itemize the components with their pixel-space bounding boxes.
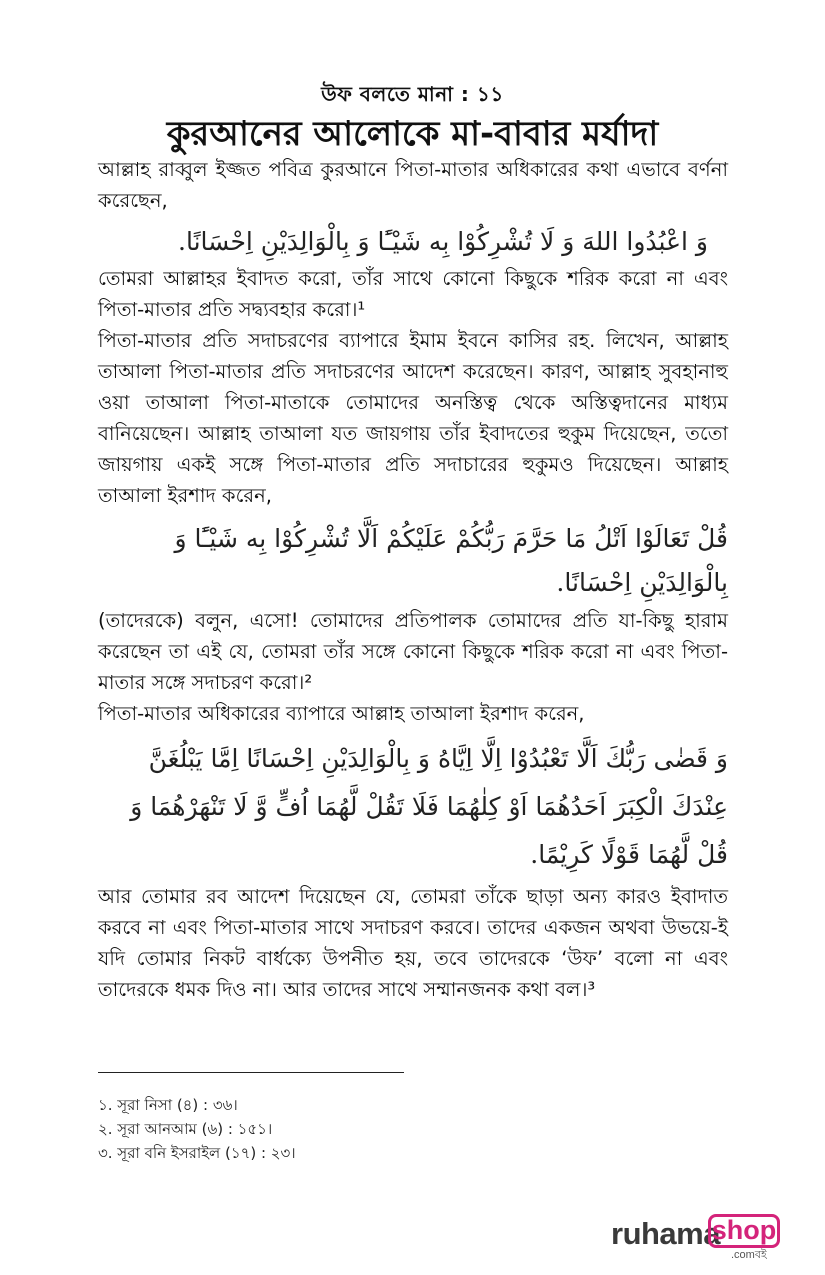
- footnote-2: ২. সূরা আনআম (৬) : ১৫১।: [98, 1120, 273, 1138]
- paragraph-ibn-kathir: পিতা-মাতার প্রতি সদাচরণের ব্যাপারে ইমাম ইবনে কাসির রহ. লিখেন, আল্লাহ তাআলা পিতা-মাতার প্রতি সদাচরণের আদেশ করেছেন। কারণ, আল্লাহ সুবহানাহু ওয়া তাআলা পিতা-মাতাকে তোমাদের অনস্তিত্ব থেকে অস্তিত্বদানের মাধ্যম বানিয়েছেন। আল্লাহ তাআলা যত জায়গায় তাঁর ইবাদতের হুকুম দিয়েছেন, ততো জায়গায় একই সঙ্গে পিতা-মাতার প্রতি সদাচারের হুকুমও দিয়েছেন। আল্লাহ তাআলা ইরশাদ করেন,: [98, 329, 728, 507]
- paragraph-translation-2: (তাদেরকে) বলুন, এসো! তোমাদের প্রতিপালক তোমাদের প্রতি যা-কিছু হারাম করেছেন তা এই যে, তোমরা তাঁর সঙ্গে কোনো কিছুকে শরিক করো না এবং পিতা-মাতার সঙ্গে সদাচরণ করো।²: [98, 609, 728, 694]
- logo-ruhama-text: ruhama: [611, 1216, 720, 1251]
- footnote-divider: [98, 1072, 404, 1073]
- paragraph-translation-3: আর তোমার রব আদেশ দিয়েছেন যে, তোমরা তাঁকে ছাড়া অন্য কারও ইবাদাত করবে না এবং পিতা-মাতার সাথে সদাচরণ করবে। তাদের একজন অথবা উভয়ে-ই যদি তোমার নিকট বার্ধক্যে উপনীত হয়, তবে তাদেরকে ‘উফ’ বলো না এবং তাদেরকে ধমক দিও না। আর তাদের সাথে সম্মানজনক কথা বল।³: [98, 885, 728, 1001]
- logo-shop-badge: shop: [708, 1214, 780, 1248]
- paragraph-rights-intro: পিতা-মাতার অধিকারের ব্যাপারে আল্লাহ তাআলা ইরশাদ করেন,: [98, 702, 585, 725]
- paragraph-intro: আল্লাহ রাব্বুল ইজ্জত পবিত্র কুরআনে পিতা-মাতার অধিকারের কথা এভাবে বর্ণনা করেছেন,: [98, 158, 728, 212]
- ruhamashop-logo: [611, 1210, 781, 1262]
- footnotes: [98, 1093, 498, 1165]
- logo-com-text: .comবই: [731, 1249, 767, 1261]
- footnote-3: ৩. সূরা বনি ইসরাইল (১৭) : ২৩।: [98, 1144, 296, 1162]
- footnote-1: ১. সূরা নিসা (৪) : ৩৬।: [98, 1096, 238, 1114]
- arabic-verse-2: قُلْ تَعَالَوْا اَتْلُ مَا حَرَّمَ رَبُّكُمْ عَلَيْكُمْ اَلَّا تُشْرِكُوْا بِه شَيْـًٔا وَ بِالْوَالِدَيْنِ اِحْسَانًا.: [174, 524, 728, 597]
- running-header: উফ বলতে মানা : ১১: [321, 82, 504, 106]
- arabic-verse-1: وَ اعْبُدُوا اللهَ وَ لَا تُشْرِكُوْا بِه شَيْـًٔا وَ بِالْوَالِدَيْنِ اِحْسَانًا.: [178, 227, 708, 256]
- arabic-verse-3: وَ قَضٰى رَبُّكَ اَلَّا تَعْبُدُوْا اِلَّا اِيَّاهُ وَ بِالْوَالِدَيْنِ اِحْسَانًا اِمَّا يَبْلُغَنَّ عِنْدَكَ الْكِبَرَ اَحَدُهُمَا اَوْ كِلٰهُمَا فَلَا تَقُلْ لَّهُمَا اُفٍّ وَّ لَا تَنْهَرْهُمَا وَ قُلْ لَّهُمَا قَوْلًا كَرِيْمًا.: [130, 744, 728, 869]
- paragraph-translation-1: তোমরা আল্লাহর ইবাদত করো, তাঁর সাথে কোনো কিছুকে শরিক করো না এবং পিতা-মাতার প্রতি সদ্ব্যবহার করো।¹: [98, 267, 728, 321]
- page-body: [98, 154, 728, 1005]
- page-title: কুরআনের আলোকে মা-বাবার মর্যাদা: [166, 114, 659, 154]
